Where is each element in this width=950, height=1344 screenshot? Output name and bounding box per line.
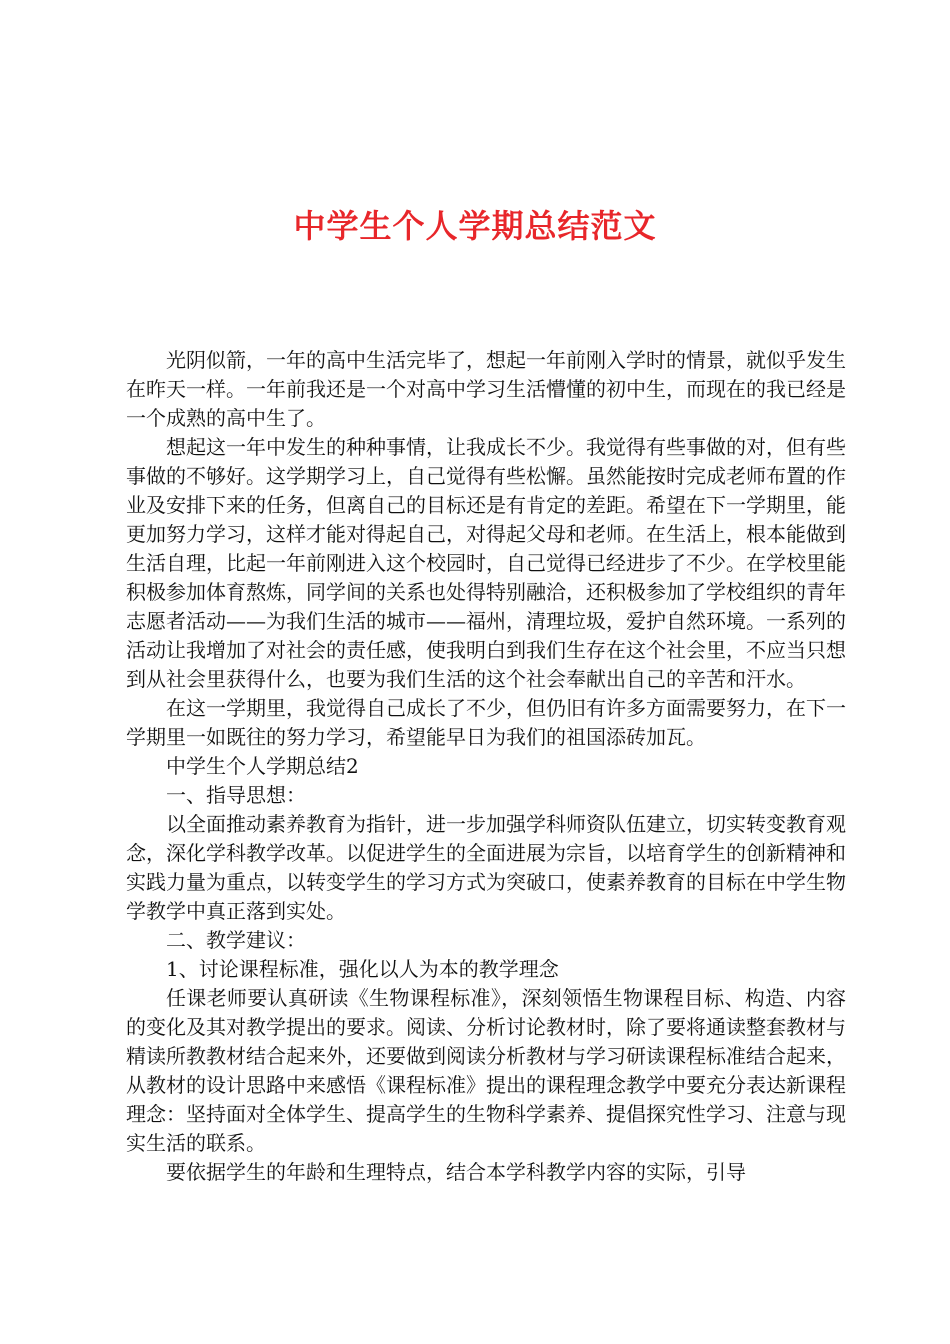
- paragraph: 光阴似箭，一年的高中生活完毕了，想起一年前刚入学时的情景，就似乎发生在昨天一样。一年前我还是一个对高中学习生活懵懂的初中生，而现在的我已经是一个成熟的高中生了。: [126, 348, 846, 430]
- paragraph: 想起这一年中发生的种种事情，让我成长不少。我觉得有些事做的对，但有些事做的不够好。这学期学习上，自己觉得有些松懈。虽然能按时完成老师布置的作业及安排下来的任务，但离自己的目标还是有肯定的差距。希望在下一学期里，能更加努力学习，这样才能对得起自己，对得起父母和老师。在生活上，根本能做到生活自理，比起一年前刚进入这个校园时，自己觉得已经进步了不少。在学校里能积极参加体育熬炼，同学间的关系也处得特别融洽，还积极参加了学校组织的青年志愿者活动——为我们生活的城市——福州，清理垃圾，爱护自然环境。一系列的活动让我增加了对社会的责任感，使我明白到我们生存在这个社会里，不应当只想到从社会里获得什么，也要为我们生活的这个社会奉献出自己的辛苦和汗水。: [126, 435, 846, 691]
- paragraph: 以全面推动素养教育为指针，进一步加强学科师资队伍建立，切实转变教育观念，深化学科教学改革。以促进学生的全面进展为宗旨，以培育学生的创新精神和实践力量为重点，以转变学生的学习方式为突破口，使素养教育的目标在中学生物学教学中真正落到实处。: [126, 812, 846, 923]
- section-heading: 中学生个人学期总结2: [166, 754, 359, 778]
- paragraph: 任课老师要认真研读《生物课程标准》，深刻领悟生物课程目标、构造、内容的变化及其对教学提出的要求。阅读、分析讨论教材时，除了要将通读整套教材与精读所教教材结合起来外，还要做到阅读分析教材与学习研读课程标准结合起来，从教材的设计思路中来感悟《课程标准》提出的课程理念教学中要充分表达新课程理念：坚持面对全体学生、提高学生的生物科学素养、提倡探究性学习、注意与现实生活的联系。: [126, 986, 846, 1155]
- paragraph: 要依据学生的年龄和生理特点，结合本学科教学内容的实际，引导: [166, 1160, 746, 1184]
- section-heading: 二、教学建议：: [166, 928, 306, 952]
- section-heading: 一、指导思想：: [166, 783, 306, 807]
- document-title: 中学生个人学期总结范文: [293, 207, 657, 245]
- subsection-heading: 1、讨论课程标准，强化以人为本的教学理念: [166, 957, 559, 981]
- document-body: [126, 346, 846, 1187]
- paragraph: 在这一学期里，我觉得自己成长了不少，但仍旧有许多方面需要努力，在下一学期里一如既往的努力学习，希望能早日为我们的祖国添砖加瓦。: [126, 696, 846, 749]
